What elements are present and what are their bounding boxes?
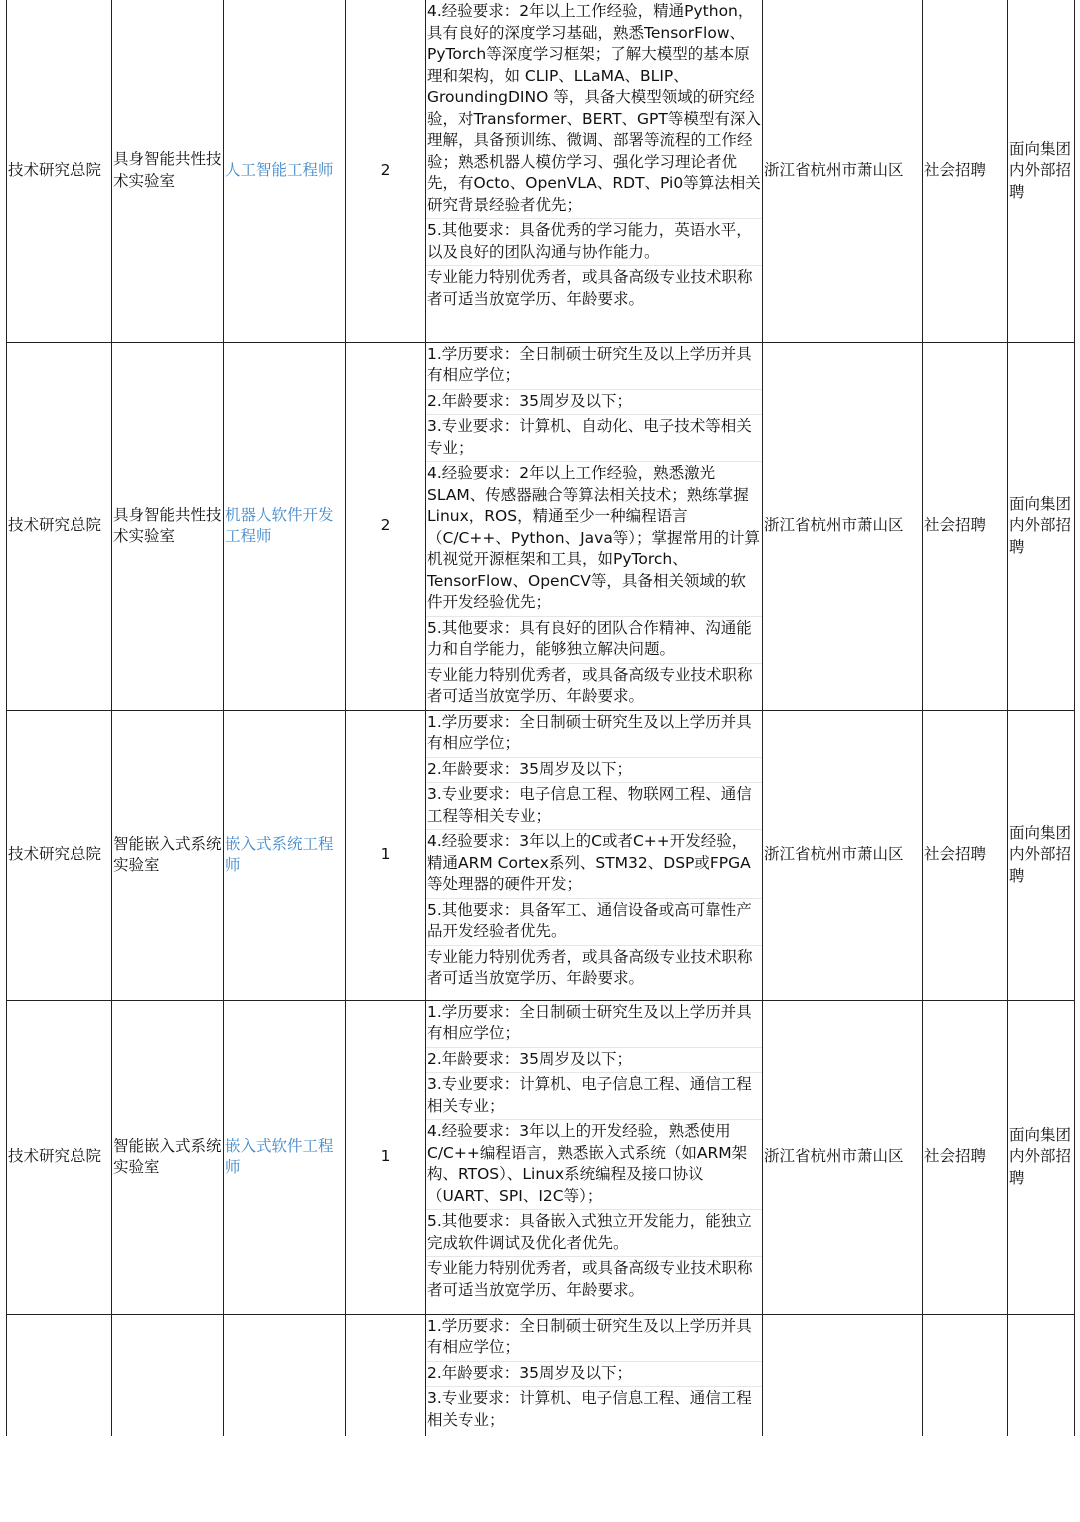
location-cell: 浙江省杭州市萧山区	[763, 710, 923, 1000]
requirement-item: 2.年龄要求：35周岁及以下；	[426, 1047, 762, 1073]
table-row	[7, 1314, 1075, 1436]
headcount-cell	[346, 1314, 426, 1436]
requirements-cell	[426, 342, 763, 710]
requirement-item: 专业能力特别优秀者，或具备高级专业技术职称者可适当放宽学历、年龄要求。	[426, 945, 762, 992]
recruit-type-cell: 社会招聘	[923, 1000, 1008, 1314]
table-row	[7, 0, 1075, 342]
position-link[interactable]: 嵌入式系统工程师	[224, 710, 346, 1000]
location-cell: 浙江省杭州市萧山区	[763, 0, 923, 342]
position-link[interactable]: 机器人软件开发工程师	[224, 342, 346, 710]
requirement-item: 1.学历要求：全日制硕士研究生及以上学历并具有相应学位；	[427, 1316, 752, 1356]
requirement-item: 3.专业要求：计算机、自动化、电子技术等相关专业；	[426, 414, 762, 461]
requirement-item: 专业能力特别优秀者，或具备高级专业技术职称者可适当放宽学历、年龄要求。	[426, 1256, 762, 1303]
requirement-item: 4.经验要求：2年以上工作经验，精通Python，具有良好的深度学习基础，熟悉TensorFlow、PyTorch等深度学习框架；了解大模型的基本原理和架构，如 CLIP、LLaMA、BLIP、GroundingDINO 等，具备大模型领域的研究经验，对Transformer、BERT、GPT等模型有深入理解，具备预训练、微调、部署等流程的工作经验；熟悉机器人模仿学习、强化学习理论者优先，有Octo、OpenVLA、RDT、Pi0等算法相关研究背景经验者优先；	[427, 2, 761, 214]
scope-cell	[1008, 1314, 1075, 1436]
requirement-item: 5.其他要求：具有良好的团队合作精神、沟通能力和自学能力，能够独立解决问题。	[426, 616, 762, 663]
job-table	[6, 0, 1075, 1436]
scope-cell: 面向集团内外部招聘	[1008, 1000, 1075, 1314]
location-cell	[763, 1314, 923, 1436]
requirement-item: 3.专业要求：电子信息工程、物联网工程、通信工程等相关专业；	[426, 782, 762, 829]
location-cell: 浙江省杭州市萧山区	[763, 342, 923, 710]
headcount-cell: 2	[346, 0, 426, 342]
department-cell: 技术研究总院	[7, 0, 112, 342]
table-row	[7, 710, 1075, 1000]
requirement-item: 3.专业要求：计算机、电子信息工程、通信工程相关专业；	[426, 1386, 762, 1433]
lab-cell: 智能嵌入式系统实验室	[112, 1000, 224, 1314]
requirement-item: 1.学历要求：全日制硕士研究生及以上学历并具有相应学位；	[427, 1002, 752, 1042]
requirement-item: 4.经验要求：3年以上的开发经验，熟悉使用C/C++编程语言，熟悉嵌入式系统（如ARM架构、RTOS）、Linux系统编程及接口协议（UART、SPI、I2C等）；	[426, 1119, 762, 1209]
recruit-type-cell: 社会招聘	[923, 342, 1008, 710]
table-row	[7, 342, 1075, 710]
recruit-type-cell: 社会招聘	[923, 0, 1008, 342]
headcount-cell: 1	[346, 710, 426, 1000]
scope-cell: 面向集团内外部招聘	[1008, 710, 1075, 1000]
requirements-cell	[426, 1000, 763, 1314]
position-link[interactable]: 人工智能工程师	[224, 0, 346, 342]
department-cell: 技术研究总院	[7, 342, 112, 710]
requirement-item: 专业能力特别优秀者，或具备高级专业技术职称者可适当放宽学历、年龄要求。	[426, 265, 762, 312]
requirement-item: 5.其他要求：具备嵌入式独立开发能力，能独立完成软件调试及优化者优先。	[426, 1209, 762, 1256]
requirement-item: 3.专业要求：计算机、电子信息工程、通信工程相关专业；	[426, 1072, 762, 1119]
headcount-cell: 1	[346, 1000, 426, 1314]
department-cell	[7, 1314, 112, 1436]
requirement-item: 5.其他要求：具备军工、通信设备或高可靠性产品开发经验者优先。	[426, 898, 762, 945]
requirement-item: 2.年龄要求：35周岁及以下；	[426, 1361, 762, 1387]
requirement-item: 1.学历要求：全日制硕士研究生及以上学历并具有相应学位；	[427, 712, 752, 752]
lab-cell: 具身智能共性技术实验室	[112, 342, 224, 710]
department-cell: 技术研究总院	[7, 1000, 112, 1314]
requirements-cell	[426, 1314, 763, 1436]
recruit-type-cell: 社会招聘	[923, 710, 1008, 1000]
requirement-item: 4.经验要求：2年以上工作经验，熟悉激光SLAM、传感器融合等算法相关技术；熟练掌握Linux，ROS，精通至少一种编程语言（C/C++、Python、Java等）；掌握常用的计算机视觉开源框架和工具，如PyTorch、TensorFlow、OpenCV等，具备相关领域的软件开发经验优先；	[426, 461, 762, 616]
location-cell: 浙江省杭州市萧山区	[763, 1000, 923, 1314]
recruit-type-cell	[923, 1314, 1008, 1436]
requirement-item: 2.年龄要求：35周岁及以下；	[426, 389, 762, 415]
lab-cell	[112, 1314, 224, 1436]
position-link	[224, 1314, 346, 1436]
table-row	[7, 1000, 1075, 1314]
scope-cell: 面向集团内外部招聘	[1008, 342, 1075, 710]
requirement-item: 2.年龄要求：35周岁及以下；	[426, 757, 762, 783]
headcount-cell: 2	[346, 342, 426, 710]
requirement-item: 5.其他要求：具备优秀的学习能力，英语水平，以及良好的团队沟通与协作能力。	[426, 218, 762, 265]
department-cell: 技术研究总院	[7, 710, 112, 1000]
requirements-cell	[426, 0, 763, 342]
lab-cell: 具身智能共性技术实验室	[112, 0, 224, 342]
lab-cell: 智能嵌入式系统实验室	[112, 710, 224, 1000]
requirement-item: 1.学历要求：全日制硕士研究生及以上学历并具有相应学位；	[427, 344, 752, 384]
requirements-cell	[426, 710, 763, 1000]
scope-cell: 面向集团内外部招聘	[1008, 0, 1075, 342]
requirement-item: 专业能力特别优秀者，或具备高级专业技术职称者可适当放宽学历、年龄要求。	[426, 663, 762, 710]
requirement-item: 4.经验要求：3年以上的C或者C++开发经验，精通ARM Cortex系列、STM32、DSP或FPGA等处理器的硬件开发；	[426, 829, 762, 898]
position-link[interactable]: 嵌入式软件工程师	[224, 1000, 346, 1314]
